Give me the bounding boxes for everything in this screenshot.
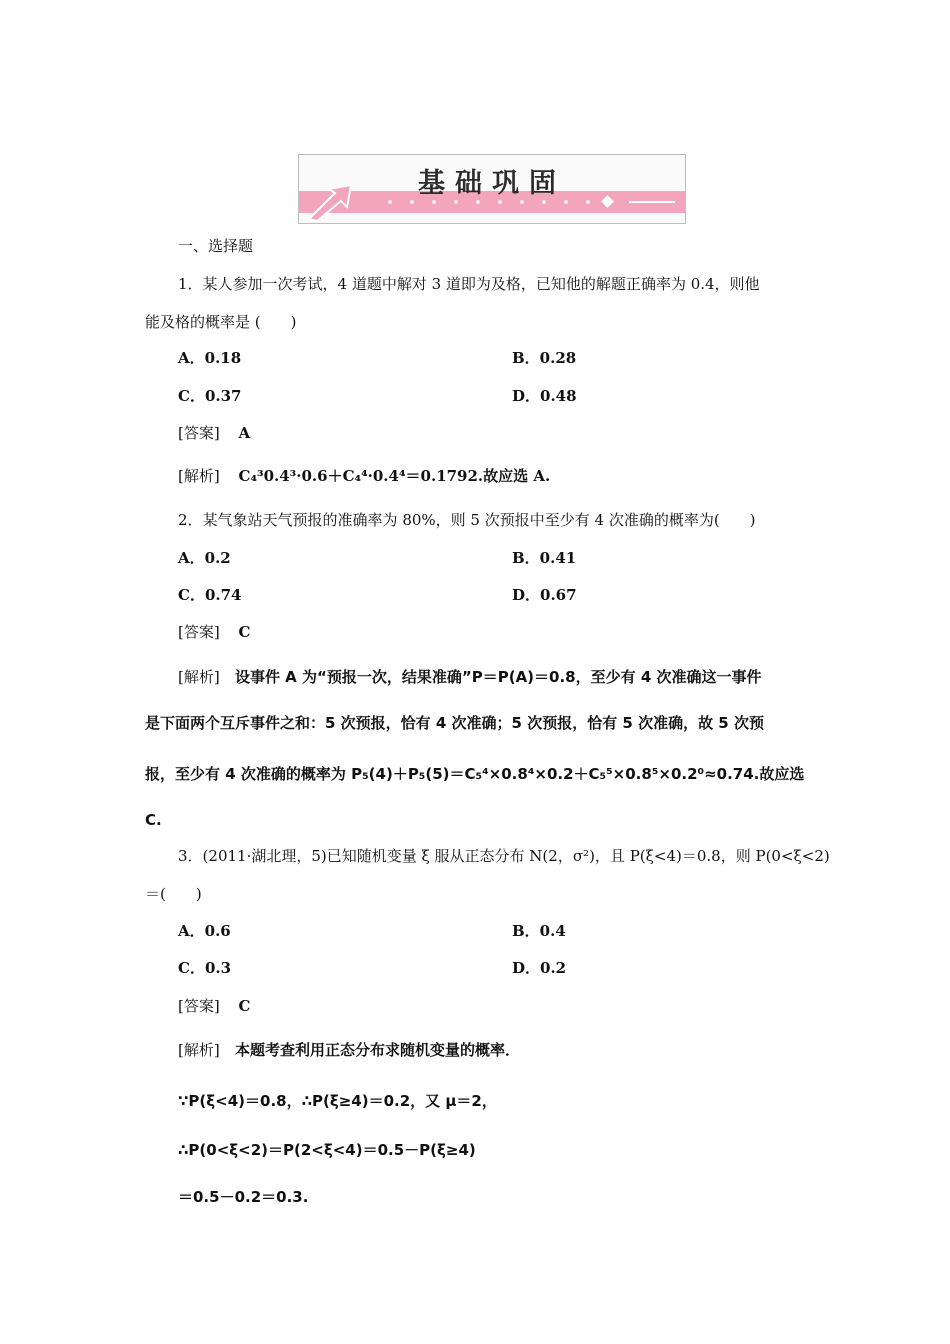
q1-answer-row — [178, 423, 250, 443]
section-heading: 一、选择题 — [178, 237, 254, 255]
banner-title: 基础巩固 — [418, 168, 566, 199]
section-banner — [298, 154, 686, 224]
q1-stem-line1: 1．某人参加一次考试，4 道题中解对 3 道即为及格，已知他的解题正确率为 0.4，则他 — [178, 275, 760, 293]
q2-option-c: C．0.74 — [178, 586, 242, 604]
q1-analysis: C₄³0.4³·0.6＋C₄⁴·0.4⁴＝0.1792.故应选 A. — [238, 467, 551, 485]
q3-stem-line2: ＝( ) — [145, 885, 202, 903]
q2-option-a: A．0.2 — [178, 549, 231, 567]
q1-option-b: B．0.28 — [512, 349, 577, 367]
q2-answer: C — [238, 623, 251, 641]
q3-analysis-line4: ＝0.5－0.2＝0.3. — [178, 1188, 309, 1206]
analysis-tag: [解析] — [178, 668, 220, 686]
q1-analysis-row — [178, 466, 550, 486]
q3-option-c: C．0.3 — [178, 959, 232, 977]
answer-tag: [答案] — [178, 997, 220, 1015]
q3-answer: C — [238, 997, 251, 1015]
q3-option-d: D．0.2 — [512, 959, 567, 977]
banner-dots — [379, 200, 629, 204]
answer-tag: [答案] — [178, 424, 220, 442]
banner-line — [629, 201, 675, 203]
q1-stem-line2: 能及格的概率是 ( ) — [145, 313, 297, 331]
q2-option-d: D．0.67 — [512, 586, 577, 604]
analysis-tag: [解析] — [178, 1041, 220, 1059]
q3-analysis-line2: ∵P(ξ<4)＝0.8，∴P(ξ≥4)＝0.2，又 μ＝2， — [178, 1092, 497, 1110]
q2-option-b: B．0.41 — [512, 549, 577, 567]
q3-analysis-line3: ∴P(0<ξ<2)＝P(2<ξ<4)＝0.5－P(ξ≥4) — [178, 1141, 476, 1159]
q2-answer-row — [178, 622, 250, 642]
q1-option-d: D．0.48 — [512, 387, 577, 405]
q2-analysis-line4: C. — [145, 811, 162, 829]
q3-analysis-line1 — [178, 1040, 810, 1060]
q2-analysis-line3: 报，至少有 4 次准确的概率为 P₅(4)＋P₅(5)＝C₅⁴×0.8⁴×0.2＋C₅⁵×0.8⁵×0.2⁰≈0.74.故应选 — [145, 765, 805, 783]
answer-tag: [答案] — [178, 623, 220, 641]
q1-option-a: A．0.18 — [178, 349, 242, 367]
q3-option-b: B．0.4 — [512, 922, 566, 940]
q3-analysis-text1: 本题考查利用正态分布求随机变量的概率． — [234, 1041, 520, 1059]
q3-stem-line1: 3．(2011·湖北理，5)已知随机变量 ξ 服从正态分布 N(2，σ²)，且 P(ξ<4)＝0.8，则 P(0<ξ<2) — [178, 847, 830, 865]
analysis-tag: [解析] — [178, 467, 220, 485]
q2-analysis-text1: 设事件 A 为“预报一次，结果准确”P＝P(A)＝0.8，至少有 4 次准确这一事件 — [234, 668, 762, 686]
q2-analysis-line2: 是下面两个互斥事件之和：5 次预报，恰有 4 次准确；5 次预报，恰有 5 次准确，故 5 次预 — [145, 714, 764, 732]
q1-answer: A — [238, 424, 251, 442]
q2-stem: 2．某气象站天气预报的准确率为 80%，则 5 次预报中至少有 4 次准确的概率为( ) — [178, 511, 756, 529]
q2-analysis-line1 — [178, 667, 810, 687]
q1-option-c: C．0.37 — [178, 387, 242, 405]
q3-answer-row — [178, 996, 250, 1016]
q3-option-a: A．0.6 — [178, 922, 231, 940]
